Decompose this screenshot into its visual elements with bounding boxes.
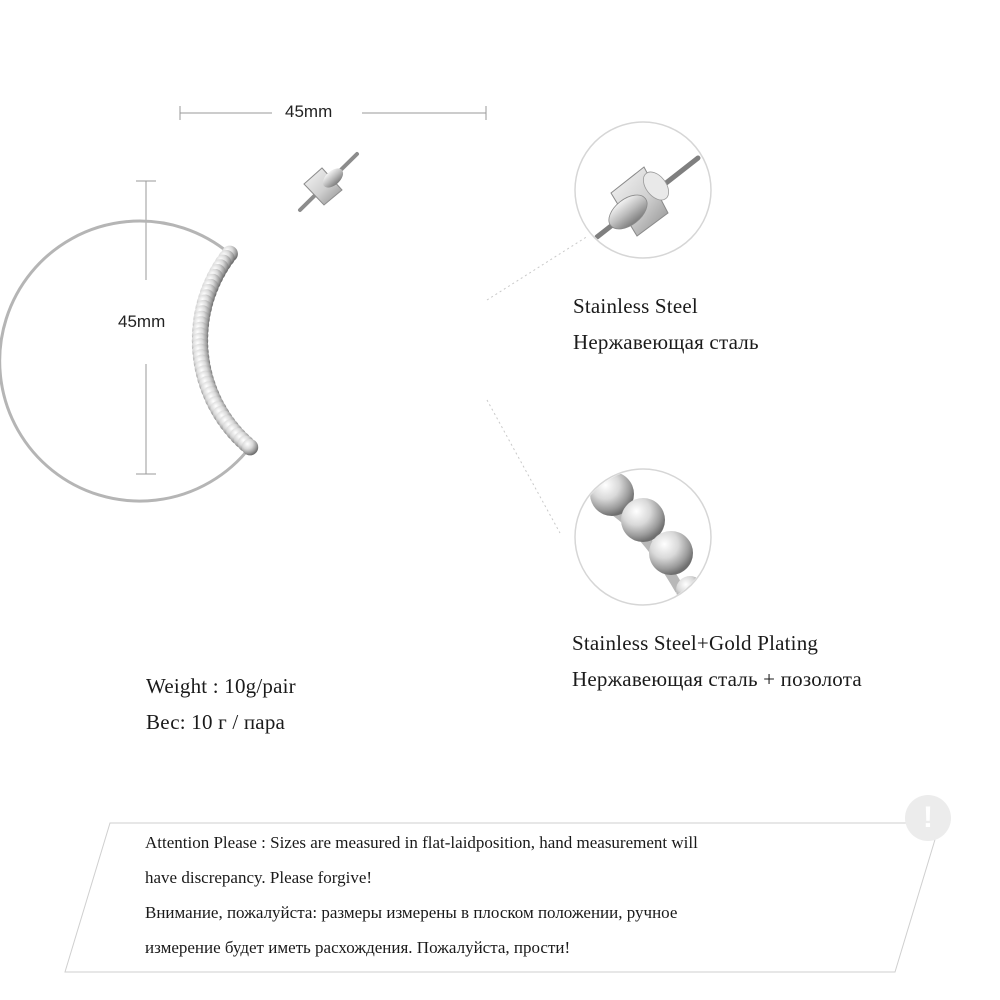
width-label: 45mm: [285, 102, 333, 121]
height-label: 45mm: [118, 312, 166, 331]
hoop-bead: [242, 439, 258, 455]
material-1-ru: Нержавеющая сталь: [573, 330, 759, 354]
attention-en-line2: have discrepancy. Please forgive!: [145, 868, 373, 887]
weight-ru: Вес: 10 г / пара: [146, 710, 286, 734]
pointer-line: [487, 400, 560, 533]
detail-circle-post: [575, 122, 711, 258]
width-dimension-line: [180, 106, 486, 120]
attention-en-line1: Attention Please : Sizes are measured in flat-laidposition, hand measurement will: [145, 833, 698, 852]
detail-circle-beads: [575, 469, 711, 605]
earring-post: [300, 154, 357, 210]
hoop-wire: [0, 221, 250, 501]
material-2: [572, 625, 862, 697]
weight-en: Weight : 10g/pair: [146, 674, 296, 698]
material-2-en: Stainless Steel+Gold Plating: [572, 631, 819, 655]
attention-icon: !: [905, 795, 951, 841]
attention-ru-line2: измерение будет иметь расхождения. Пожалуйста, прости!: [145, 938, 571, 957]
weight-info: [146, 668, 296, 740]
attention-ru-line1: Внимание, пожалуйста: размеры измерены в плоском положении, ручное: [145, 903, 678, 922]
material-2-ru: Нержавеющая сталь + позолота: [572, 667, 862, 691]
material-1: [573, 288, 759, 360]
material-1-en: Stainless Steel: [573, 294, 698, 318]
beaded-hoop: [0, 221, 258, 501]
attention-note: [145, 825, 885, 965]
